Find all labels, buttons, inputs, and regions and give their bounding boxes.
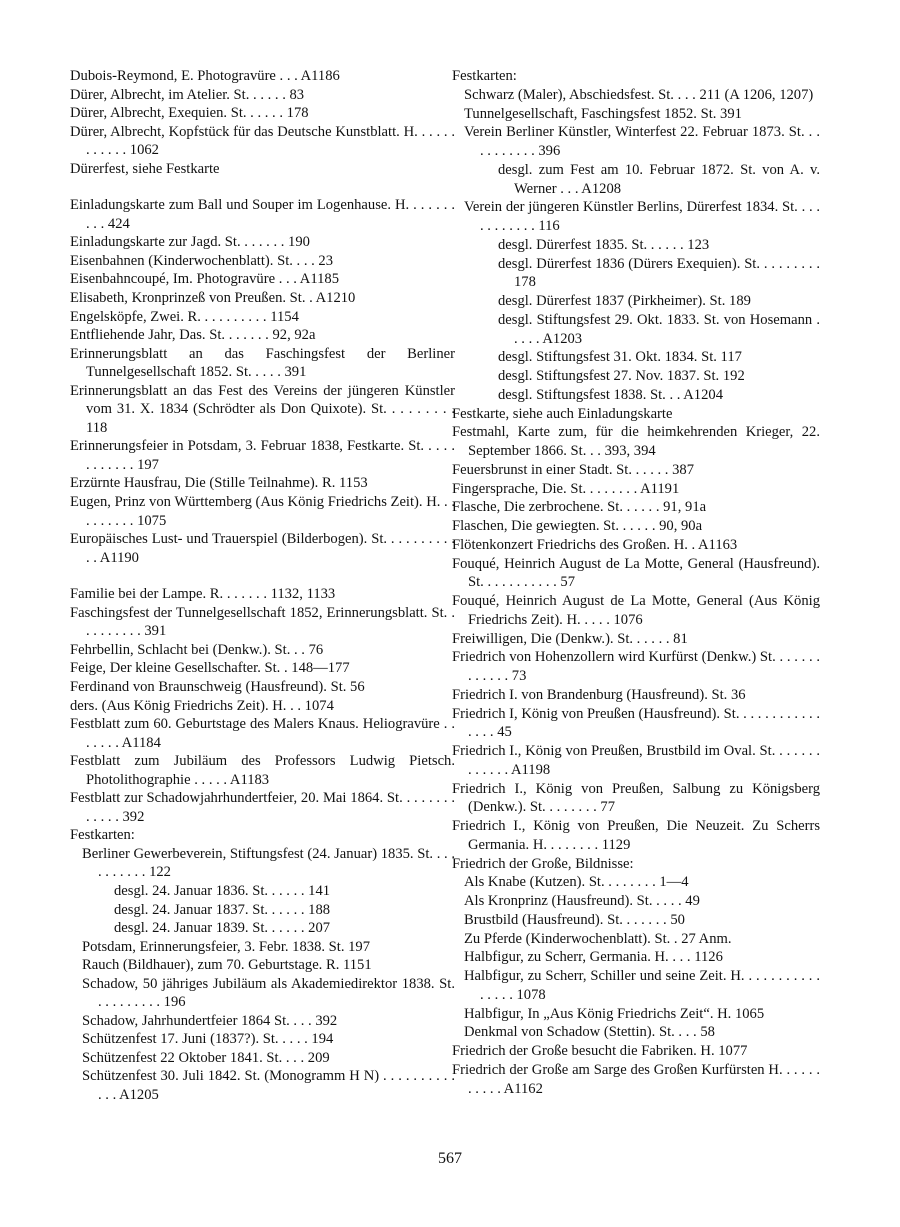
index-entry: Festkarten: — [70, 827, 135, 844]
index-entry: Erinnerungsblatt an das Fest des Vereins der jüngeren Künstler vom 31. X. 1834 (Schrödter als Don Quixote). St. . . . . . . . . 118 — [70, 382, 455, 436]
index-entry: Als Kronprinz (Hausfreund). St. . . . . 49 — [464, 893, 700, 909]
index-entry: Erzürnte Hausfrau, Die (Stille Teilnahme). R. 1153 — [70, 475, 368, 492]
index-entry: Halbfigur, In „Aus König Friedrichs Zeit“. H. 1065 — [464, 1005, 765, 1022]
index-entry: Friedrich I., König von Preußen, Salbung zu Königsberg (Denkw.). St. . . . . . . . 77 — [452, 780, 820, 816]
index-entry: Einladungskarte zum Ball und Souper im Logenhause. H. . . . . . . . . . 424 — [70, 197, 455, 232]
index-entry: Schadow, 50 jähriges Jubiläum als Akademiedirektor 1838. St. . . . . . . . . . 196 — [82, 975, 455, 1011]
index-entry: Faschingsfest der Tunnelgesellschaft 1852, Erinnerungsblatt. St. . . . . . . . . . 391 — [70, 604, 455, 640]
index-entry: Friedrich I, König von Preußen (Hausfreund). St. . . . . . . . . . . . . . . . 45 — [452, 705, 820, 741]
index-entry: Verein Berliner Künstler, Winterfest 22. Februar 1873. St. . . . . . . . . . . 396 — [464, 124, 820, 159]
index-entry: Festblatt zur Schadowjahrhundertfeier, 20. Mai 1864. St. . . . . . . . . . . . . 392 — [70, 790, 455, 825]
index-entry: Fehrbellin, Schlacht bei (Denkw.). St. . . 76 — [70, 641, 324, 658]
index-entry: Feige, Der kleine Gesellschafter. St. . 148—177 — [70, 660, 350, 677]
section-gap — [70, 178, 455, 196]
index-entry: Elisabeth, Kronprinzeß von Preußen. St. . A1210 — [70, 290, 356, 307]
index-entry: Eugen, Prinz von Württemberg (Aus König Friedrichs Zeit). H. . . . . . . . . . 1075 — [70, 494, 455, 529]
index-entry: Schützenfest 17. Juni (1837?). St. . . . . 194 — [82, 1031, 334, 1048]
right-column — [452, 67, 820, 1098]
index-entry: desgl. Stiftungsfest 31. Okt. 1834. St. 117 — [498, 349, 742, 366]
index-entry: Friedrich der Große, Bildnisse: — [452, 855, 634, 872]
index-entry: Festkarten: — [452, 68, 517, 84]
index-entry: Ferdinand von Braunschweig (Hausfreund). St. 56 — [70, 678, 365, 695]
index-entry: Denkmal von Schadow (Stettin). St. . . . 58 — [464, 1024, 715, 1041]
index-entry: desgl. Stiftungsfest 1838. St. . . A1204 — [498, 386, 723, 403]
index-entry: Dürer, Albrecht, im Atelier. St. . . . . . 83 — [70, 86, 305, 103]
index-entry: Potsdam, Erinnerungsfeier, 3. Febr. 1838. St. 197 — [82, 938, 371, 955]
index-entry: Entfliehende Jahr, Das. St. . . . . . . 92, 92a — [70, 327, 316, 344]
index-entry: Schützenfest 22 Oktober 1841. St. . . . 209 — [82, 1049, 330, 1066]
index-entry: desgl. 24. Januar 1836. St. . . . . . 141 — [114, 882, 331, 899]
index-entry: desgl. Dürerfest 1837 (Pirkheimer). St. 189 — [498, 293, 751, 309]
index-entry: Brustbild (Hausfreund). St. . . . . . . 50 — [464, 911, 685, 928]
index-entry: Friedrich I. von Brandenburg (Hausfreund). St. 36 — [452, 686, 746, 703]
index-entry: Dürerfest, siehe Festkarte — [70, 160, 220, 177]
index-entry: Festmahl, Karte zum, für die heimkehrenden Krieger, 22. September 1866. St. . . 393, 394 — [452, 424, 820, 459]
index-entry: desgl. zum Fest am 10. Februar 1872. St. von A. v. Werner . . . A1208 — [498, 161, 820, 197]
index-entry: Eisenbahnen (Kinderwochenblatt). St. . . . 23 — [70, 252, 334, 269]
index-entry: Verein der jüngeren Künstler Berlins, Dürerfest 1834. St. . . . . . . . . . . . 116 — [464, 199, 820, 234]
index-entry: Berliner Gewerbeverein, Stiftungsfest (24. Januar) 1835. St. . . . . . . . . . . 122 — [82, 845, 455, 881]
index-entry: Fouqué, Heinrich August de La Motte, General (Aus König Friedrichs Zeit). H. . . . . 1076 — [452, 593, 820, 628]
page-number: 567 — [438, 1150, 462, 1167]
index-entry: Erinnerungsblatt an das Faschingsfest der Berliner Tunnelgesellschaft 1852. St. . . . . 391 — [70, 345, 455, 381]
index-entry: Eisenbahncoupé, Im. Photogravüre . . . A1185 — [70, 271, 339, 288]
index-entry: Friedrich der Große am Sarge des Großen Kurfürsten H. . . . . . . . . . . A1162 — [452, 1061, 820, 1097]
index-entry: desgl. 24. Januar 1839. St. . . . . . 207 — [114, 920, 331, 937]
index-entry: Freiwilligen, Die (Denkw.). St. . . . . . 81 — [452, 630, 688, 647]
section-gap — [70, 567, 455, 585]
index-entry: Flötenkonzert Friedrichs des Großen. H. . A1163 — [452, 536, 738, 553]
index-entry: Friedrich I., König von Preußen, Die Neuzeit. Zu Scherrs Germania. H. . . . . . . . 1129 — [452, 818, 820, 853]
index-entry: ders. (Aus König Friedrichs Zeit). H. . . 1074 — [70, 697, 334, 714]
index-entry: Festkarte, siehe auch Einladungskarte — [452, 405, 673, 422]
index-entry: desgl. Dürerfest 1835. St. . . . . . 123 — [498, 236, 710, 253]
index-entry: desgl. Stiftungsfest 27. Nov. 1837. St. 192 — [498, 368, 745, 384]
index-entry: Dubois-Reymond, E. Photogravüre . . . A1186 — [70, 68, 340, 84]
index-entry: Familie bei der Lampe. R. . . . . . . 1132, 1133 — [70, 586, 336, 603]
index-entry: Dürer, Albrecht, Kopfstück für das Deutsche Kunstblatt. H. . . . . . . . . . . . 1062 — [70, 123, 455, 159]
left-column — [70, 67, 455, 1105]
index-entry: Halbfigur, zu Scherr, Germania. H. . . . 1126 — [464, 949, 723, 966]
index-entry: Festblatt zum Jubiläum des Professors Ludwig Pietsch. Photolithographie . . . . . A1183 — [70, 753, 455, 788]
index-entry: Friedrich von Hohenzollern wird Kurfürst (Denkw.) St. . . . . . . . . . . . . 73 — [452, 649, 820, 684]
index-entry: desgl. Dürerfest 1836 (Dürers Exequien). St. . . . . . . . . 178 — [498, 255, 820, 291]
index-entry: Dürer, Albrecht, Exequien. St. . . . . . 178 — [70, 105, 309, 122]
index-entry: Festblatt zum 60. Geburtstage des Malers Knaus. Heliogravüre . . . . . . . A1184 — [70, 716, 455, 751]
index-entry: Friedrich I., König von Preußen, Brustbild im Oval. St. . . . . . . . . . . . . A1198 — [452, 743, 820, 778]
index-entry: Friedrich der Große besucht die Fabriken. H. 1077 — [452, 1043, 748, 1059]
index-entry: Schützenfest 30. Juli 1842. St. (Monogramm H N) . . . . . . . . . . . . . A1205 — [82, 1068, 455, 1103]
index-entry: desgl. 24. Januar 1837. St. . . . . . 188 — [114, 901, 331, 918]
index-entry: Flasche, Die zerbrochene. St. . . . . . 91, 91a — [452, 499, 707, 516]
index-entry: Feuersbrunst in einer Stadt. St. . . . . . 387 — [452, 461, 694, 478]
index-entry: Tunnelgesellschaft, Faschingsfest 1852. St. 391 — [464, 105, 742, 122]
index-entry: Engelsköpfe, Zwei. R. . . . . . . . . . 1154 — [70, 308, 299, 325]
index-entry: Rauch (Bildhauer), zum 70. Geburtstage. R. 1151 — [82, 957, 372, 974]
index-entry: Fouqué, Heinrich August de La Motte, General (Hausfreund). St. . . . . . . . . . . 57 — [452, 555, 820, 591]
index-entry: Schadow, Jahrhundertfeier 1864 St. . . . 392 — [82, 1012, 338, 1029]
index-entry: Schwarz (Maler), Abschiedsfest. St. . . . 211 (A 1206, 1207) — [464, 86, 814, 103]
index-entry: Halbfigur, zu Scherr, Schiller und seine Zeit. H. . . . . . . . . . . . . . . . 1078 — [464, 968, 820, 1003]
index-entry: Einladungskarte zur Jagd. St. . . . . . . 190 — [70, 234, 310, 251]
index-entry: Zu Pferde (Kinderwochenblatt). St. . 27 Anm. — [464, 930, 732, 947]
index-entry: Als Knabe (Kutzen). St. . . . . . . . 1—4 — [464, 874, 689, 891]
index-entry: Erinnerungsfeier in Potsdam, 3. Februar 1838, Festkarte. St. . . . . . . . . . . . 197 — [70, 438, 455, 473]
index-entry: Europäisches Lust- und Trauerspiel (Bilderbogen). St. . . . . . . . . . . . A1190 — [70, 531, 455, 566]
index-entry: desgl. Stiftungsfest 29. Okt. 1833. St. von Hosemann . . . . . A1203 — [498, 311, 820, 347]
index-entry: Flaschen, Die gewiegten. St. . . . . . 90, 90a — [452, 518, 703, 534]
index-entry: Fingersprache, Die. St. . . . . . . . A1191 — [452, 480, 680, 497]
